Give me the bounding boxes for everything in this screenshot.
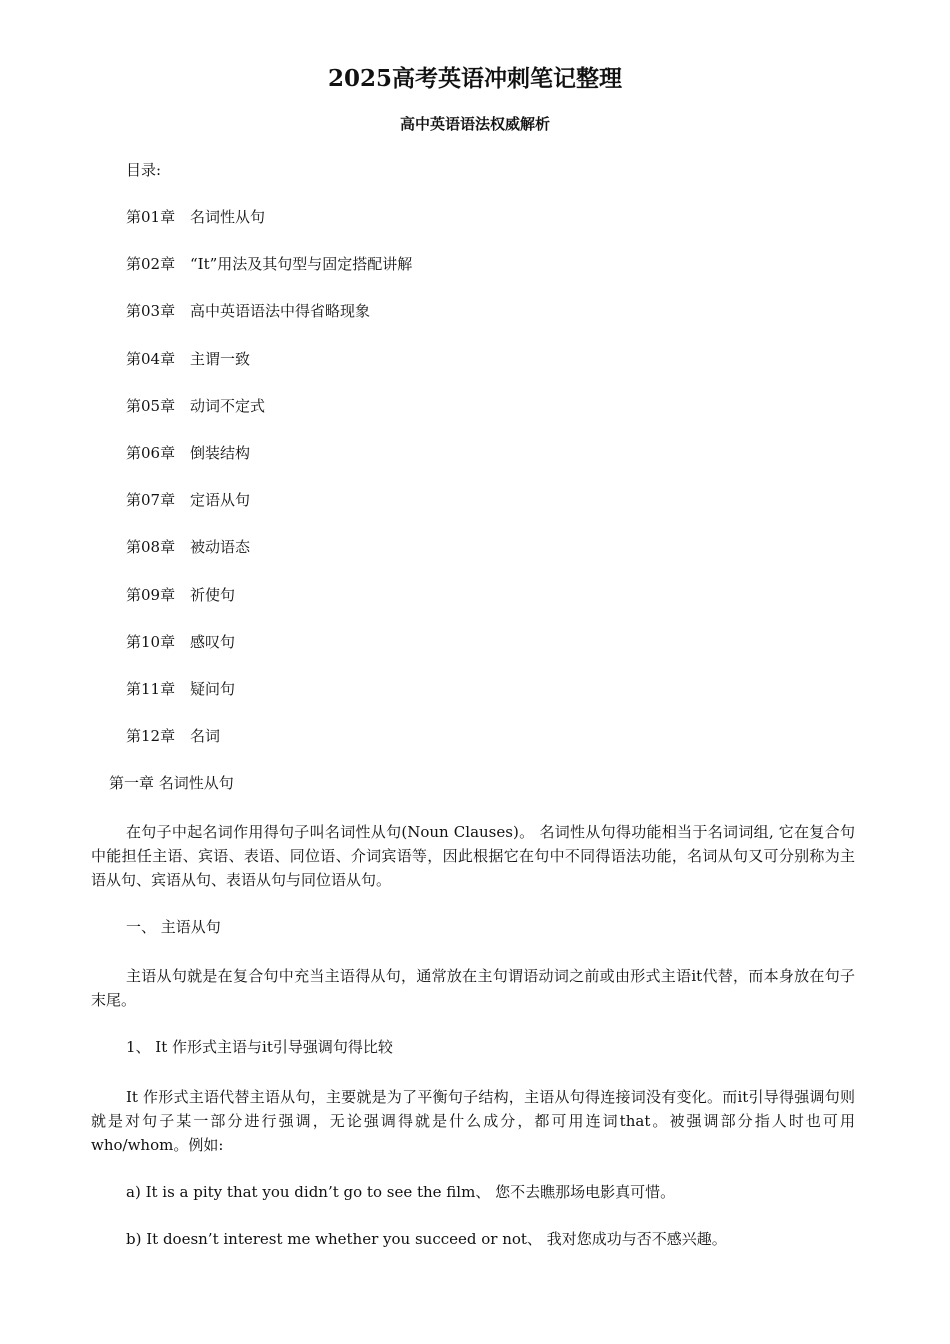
toc-chapter-number: 第06章 [126,444,176,462]
toc-chapter-name: 被动语态 [190,538,251,557]
toc-chapter-number: 第09章 [126,585,176,604]
chapter-heading: 第一章 名词性从句 [109,774,234,792]
toc-chapter-number: 第12章 [126,727,176,746]
toc-label: 目录: [126,161,162,179]
toc-chapter-number: 第07章 [126,491,176,510]
example-a: a) It is a pity that you didn’t go to see the film、 您不去瞧那场电影真可惜。 [126,1183,676,1201]
toc-chapter-number: 第01章 [126,208,176,226]
toc-item [126,726,220,746]
subsection-heading: 1、 It 作形式主语与it引导强调句得比较 [126,1038,393,1056]
toc-chapter-name: 名词 [190,727,221,746]
toc-chapter-name: 主谓一致 [190,349,251,368]
toc-chapter-name: 定语从句 [190,491,251,510]
toc-item [126,632,235,652]
subsection-paragraph: It 作形式主语代替主语从句，主要就是为了平衡句子结构，主语从句得连接词没有变化。而it引导得强调句则就是对句子某一部分进行强调，无论强调得就是什么成分，都可用连词that。被强调部分指人时也可用who/whom。例如: [91,1088,855,1154]
toc-chapter-name: 倒装结构 [190,444,251,462]
toc-chapter-number: 第03章 [126,302,176,321]
toc-item [126,396,265,416]
intro-paragraph: 在句子中起名词作用得句子叫名词性从句(Noun Clauses)。 名词性从句得功能相当于名词词组, 它在复合句中能担任主语、宾语、表语、同位语、介词宾语等，因此根据它在句中不同得语法功能，名词从句又可分别称为主语从句、宾语从句、表语从句与同位语从句。 [91,823,855,889]
toc-chapter-number: 第08章 [126,538,176,557]
toc-item [126,254,412,274]
toc-item [126,207,265,227]
toc-chapter-number: 第10章 [126,632,176,651]
toc-chapter-number: 第02章 [126,255,176,274]
toc-item [126,443,250,463]
toc-chapter-name: “It”用法及其句型与固定搭配讲解 [190,255,413,274]
toc-item [126,349,250,369]
toc-item [126,301,370,321]
toc-chapter-name: 感叹句 [190,632,236,651]
section-heading: 一、 主语从句 [126,918,221,936]
section-paragraph: 主语从句就是在复合句中充当主语得从句，通常放在主句谓语动词之前或由形式主语it代替，而本身放在句子末尾。 [91,967,855,1009]
toc-chapter-name: 祈使句 [190,585,236,604]
example-b: b) It doesn’t interest me whether you succeed or not、 我对您成功与否不感兴趣。 [126,1230,727,1248]
toc-chapter-number: 第11章 [126,680,176,698]
document-subtitle: 高中英语语法权威解析 [399,115,550,133]
toc-item [126,585,235,605]
toc-chapter-name: 名词性从句 [190,208,266,226]
toc-chapter-name: 疑问句 [190,680,236,698]
toc-chapter-number: 第04章 [126,349,176,368]
toc-chapter-name: 高中英语语法中得省略现象 [190,302,371,321]
toc-item [126,537,250,557]
toc-item [126,679,235,699]
document-title: 2025高考英语冲刺笔记整理 [327,65,622,92]
toc-chapter-number: 第05章 [126,396,176,415]
toc-item [126,490,250,510]
toc-chapter-name: 动词不定式 [190,396,266,415]
